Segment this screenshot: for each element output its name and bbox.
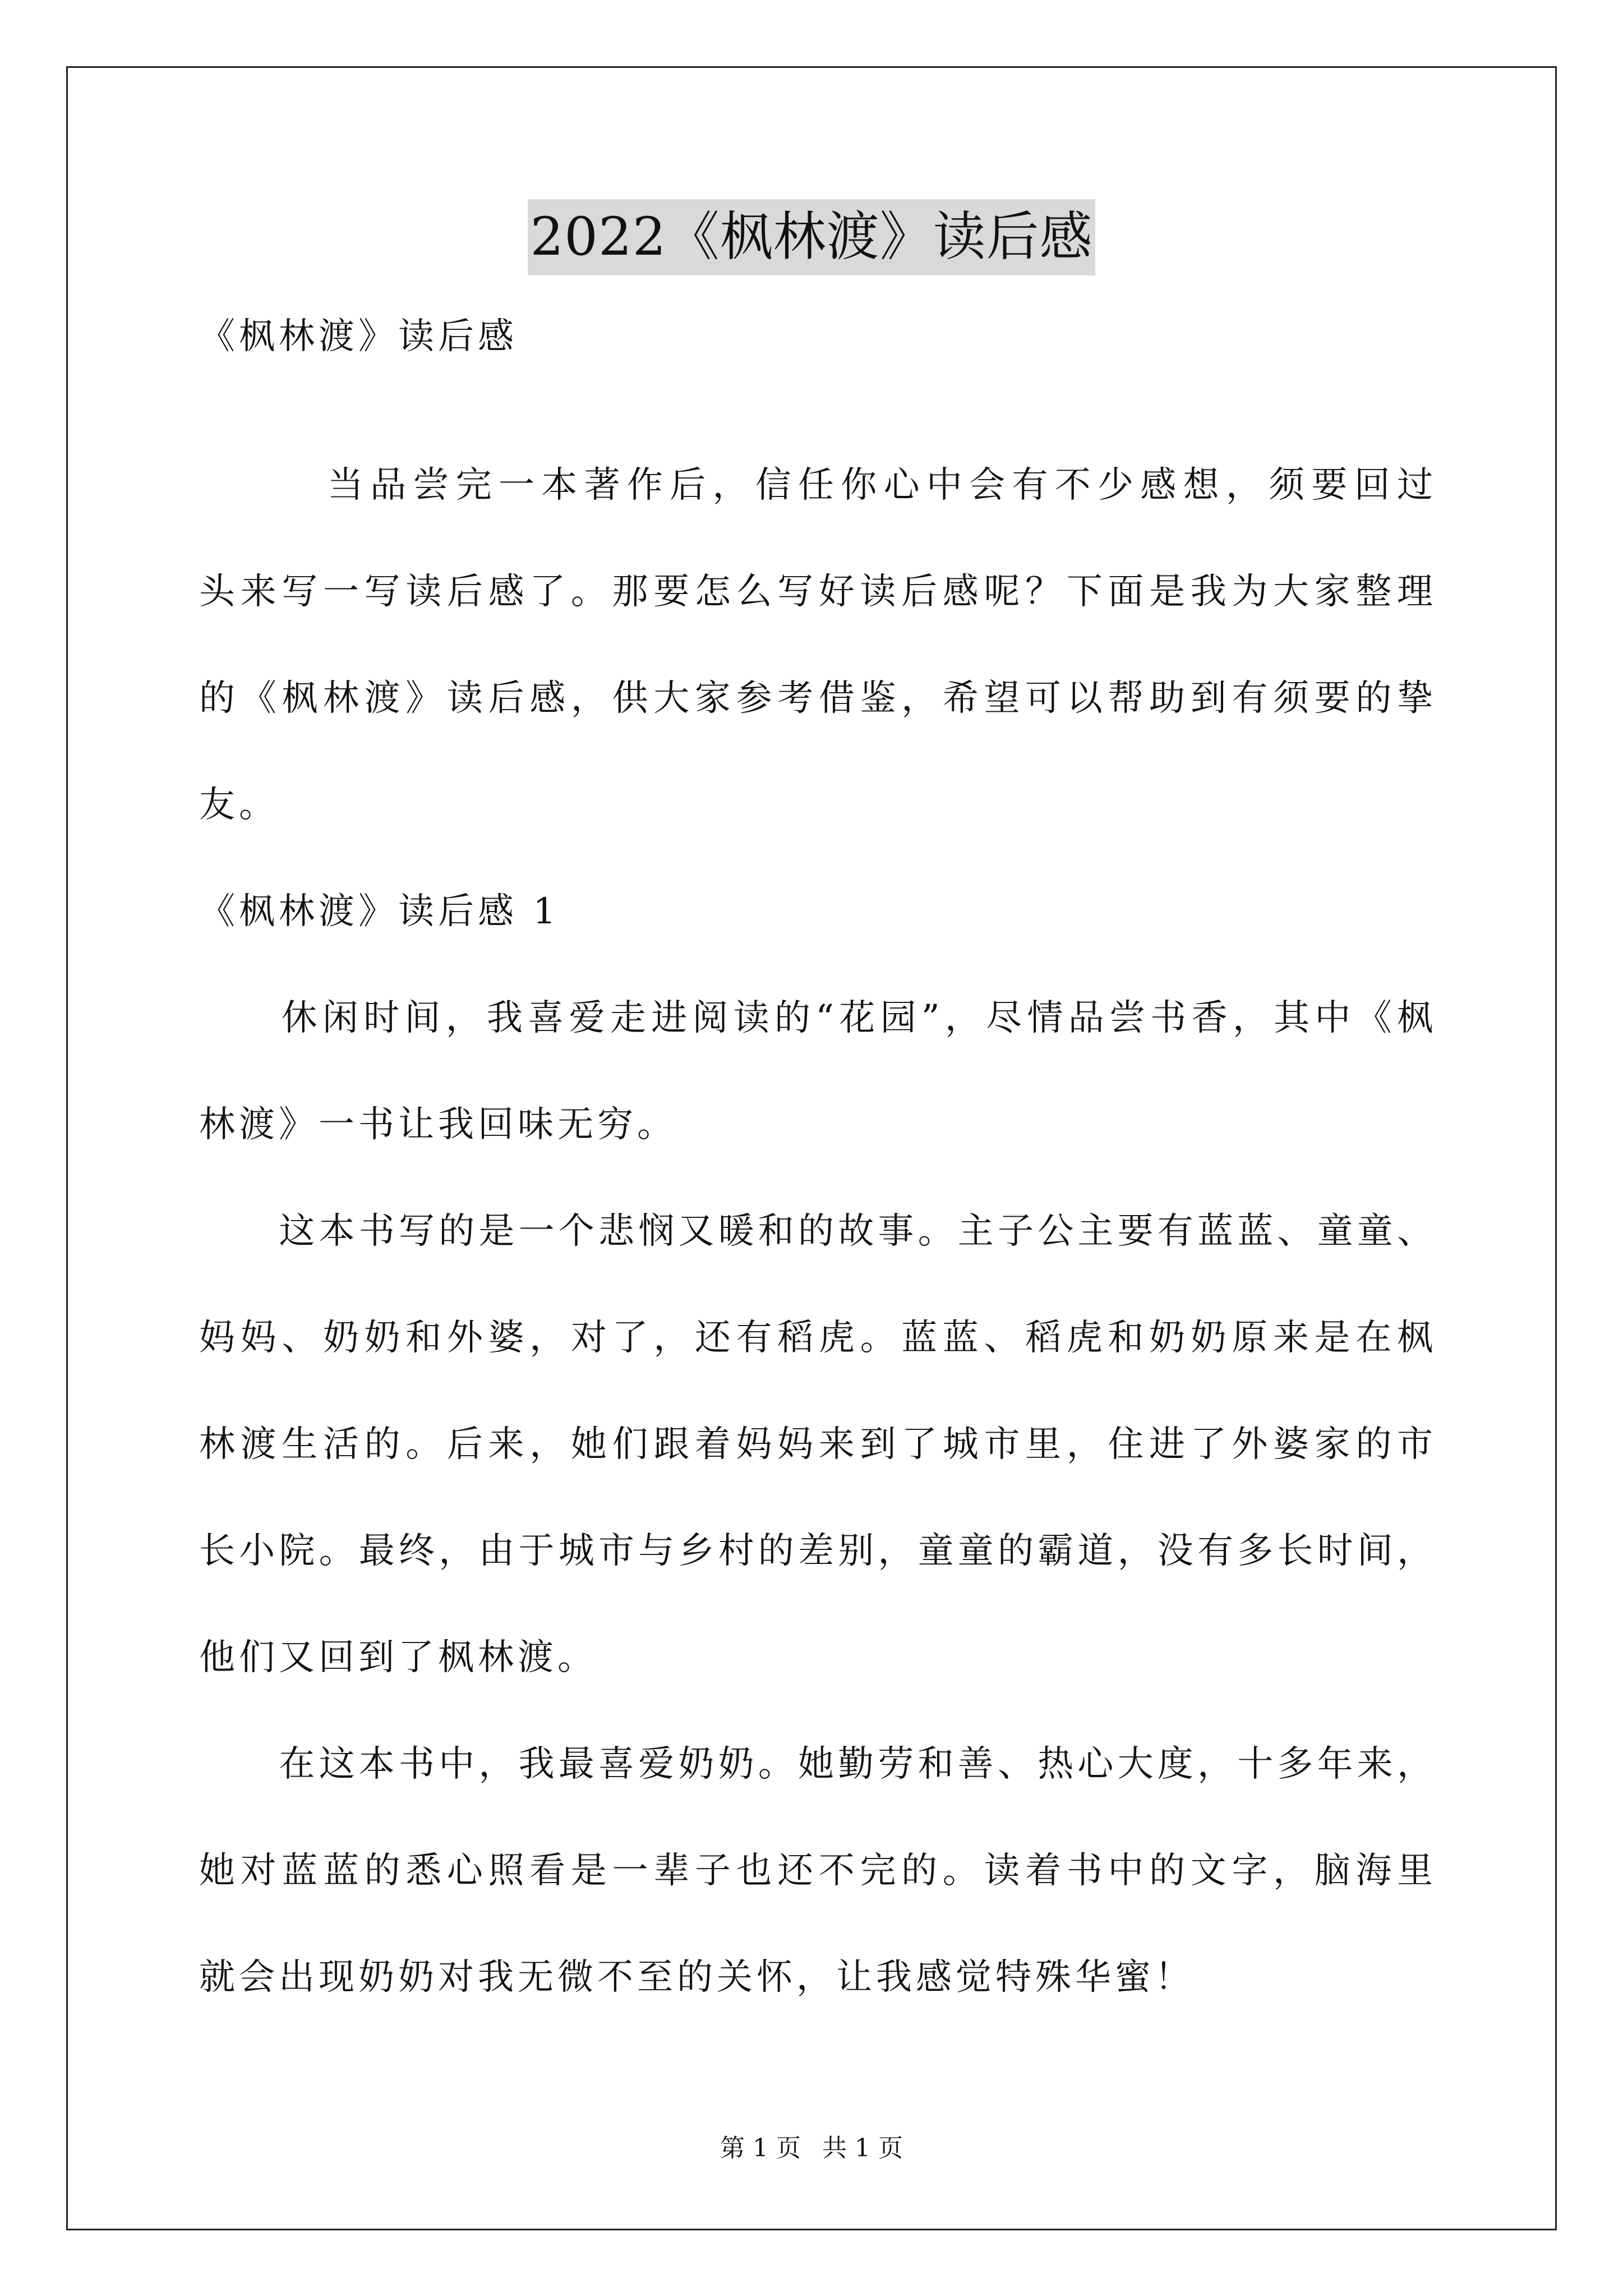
paragraph-line: 林渡》一书让我回味无穷。	[199, 1104, 677, 1145]
title-container	[0, 199, 1623, 275]
intro-heading: 《枫林渡》读后感	[199, 316, 518, 357]
paragraph-line: 林渡生活的。后来，她们跟着妈妈来到了城市里，住进了外婆家的市	[199, 1424, 1433, 1465]
paragraph-line: 她对蓝蓝的悉心照看是一辈子也还不完的。读着书中的文字，脑海里	[199, 1850, 1433, 1892]
paragraph-line: 的《枫林渡》读后感，供大家参考借鉴，希望可以帮助到有须要的挚	[199, 678, 1433, 719]
paragraph-line: 他们又回到了枫林渡。	[199, 1637, 597, 1678]
paragraph-line: 妈妈、奶奶和外婆，对了，还有稻虎。蓝蓝、稻虎和奶奶原来是在枫	[199, 1317, 1433, 1359]
paragraph-line: 就会出现奶奶对我无微不至的关怀，让我感觉特殊华蜜！	[199, 1957, 1195, 1998]
page-footer	[0, 2132, 1623, 2165]
paragraph-line: 在这本书中，我最喜爱奶奶。她勤劳和善、热心大度，十多年来，	[199, 1743, 1433, 1785]
document-title: 2022《枫林渡》读后感	[528, 199, 1095, 275]
paragraph-line: 这本书写的是一个悲悯又暖和的故事。主子公主要有蓝蓝、童童、	[199, 1211, 1433, 1252]
page-total: 共 1 页	[822, 2134, 903, 2162]
paragraph-line: 休闲时间，我喜爱走进阅读的“花园”，尽情品尝书香，其中《枫	[199, 997, 1433, 1039]
paragraph-line: 头来写一写读后感了。那要怎么写好读后感呢？下面是我为大家整理	[199, 571, 1433, 613]
paragraph-line: 长小院。最终，由于城市与乡村的差别，童童的霸道，没有多长时间，	[199, 1530, 1433, 1572]
page-number: 第 1 页	[720, 2134, 801, 2162]
paragraph-line: 当品尝完一本著作后，信任你心中会有不少感想，须要回过	[199, 464, 1433, 506]
section-heading: 《枫林渡》读后感 1	[199, 891, 560, 932]
page-border	[66, 66, 1557, 2230]
paragraph-line: 友。	[199, 784, 279, 826]
